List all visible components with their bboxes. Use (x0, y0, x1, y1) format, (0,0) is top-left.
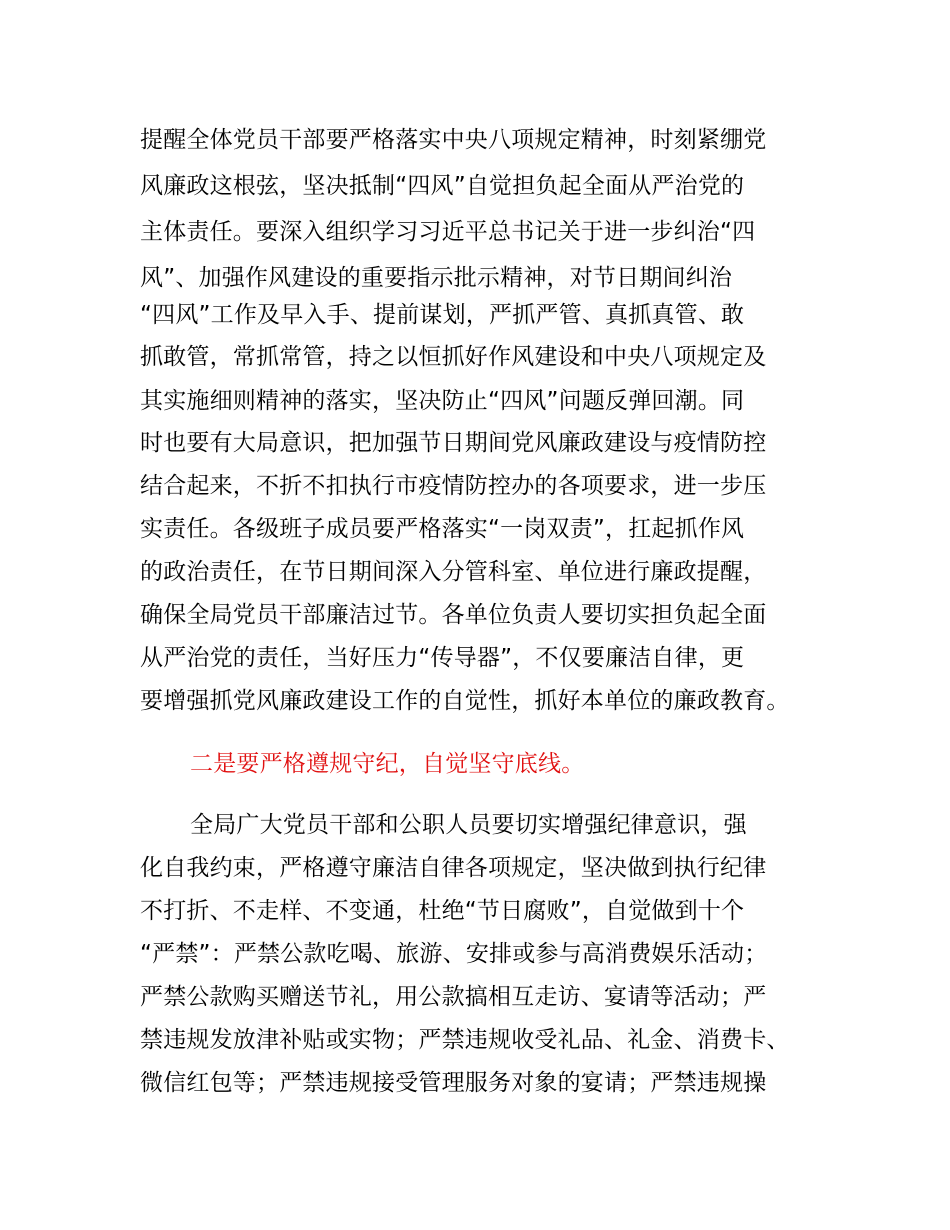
paragraph-1-line-9: 结合起来，不折不扣执行市疫情防控办的各项要求，进一步压 (140, 473, 767, 499)
paragraph-1-line-14: 要增强抓党风廉政建设工作的自觉性，抓好本单位的廉政教育。 (140, 688, 790, 714)
paragraph-1-line-11: 的政治责任，在节日期间深入分管科室、单位进行廉政提醒， (140, 559, 767, 585)
paragraph-1-line-5: “四风”工作及早入手、提前谋划，严抓严管、真抓真管、敢 (140, 302, 745, 328)
paragraph-2-line-4: “严禁”：严禁公款吃喝、旅游、安排或参与高消费娱乐活动； (140, 941, 768, 967)
paragraph-2-line-3: 不打折、不走样、不变通，杜绝“节日腐败”，自觉做到十个 (140, 898, 745, 924)
paragraph-1-line-8: 时也要有大局意识，把加强节日期间党风廉政建设与疫情防控 (140, 430, 767, 456)
paragraph-2-line-5: 严禁公款购买赠送节礼，用公款搞相互走访、宴请等活动；严 (140, 984, 767, 1010)
paragraph-2-line-6: 禁违规发放津补贴或实物；严禁违规收受礼品、礼金、消费卡、 (140, 1027, 790, 1053)
paragraph-1-line-6: 抓敢管，常抓常管，持之以恒抓好作风建设和中央八项规定及 (140, 344, 767, 370)
paragraph-1-line-7: 其实施细则精神的落实，坚决防止“四风”问题反弹回潮。同 (140, 388, 745, 414)
paragraph-1-line-4: 风”、加强作风建设的重要指示批示精神，对节日期间纠治 (140, 265, 733, 291)
paragraph-1-line-3: 主体责任。要深入组织学习习近平总书记关于进一步纠治“四 (140, 219, 756, 245)
paragraph-1-line-12: 确保全局党员干部廉洁过节。各单位负责人要切实担负起全面 (140, 602, 767, 628)
paragraph-2-line-1: 全局广大党员干部和公职人员要切实增强纪律意识，强 (190, 812, 747, 838)
paragraph-1-line-1: 提醒全体党员干部要严格落实中央八项规定精神，时刻紧绷党 (140, 127, 767, 153)
paragraph-2-line-2: 化自我约束，严格遵守廉洁自律各项规定，坚决做到执行纪律 (140, 855, 767, 881)
paragraph-1-line-13: 从严治党的责任，当好压力“传导器”，不仅要廉洁自律，更 (140, 645, 745, 671)
section-heading: 二是要严格遵规守纪，自觉坚守底线。 (190, 751, 585, 777)
paragraph-1-line-10: 实责任。各级班子成员要严格落实“一岗双责”，扛起抓作风 (140, 516, 745, 542)
paragraph-2-line-7: 微信红包等；严禁违规接受管理服务对象的宴请；严禁违规操 (140, 1070, 767, 1096)
paragraph-1-line-2: 风廉政这根弦，坚决抵制“四风”自觉担负起全面从严治党的 (140, 173, 745, 199)
